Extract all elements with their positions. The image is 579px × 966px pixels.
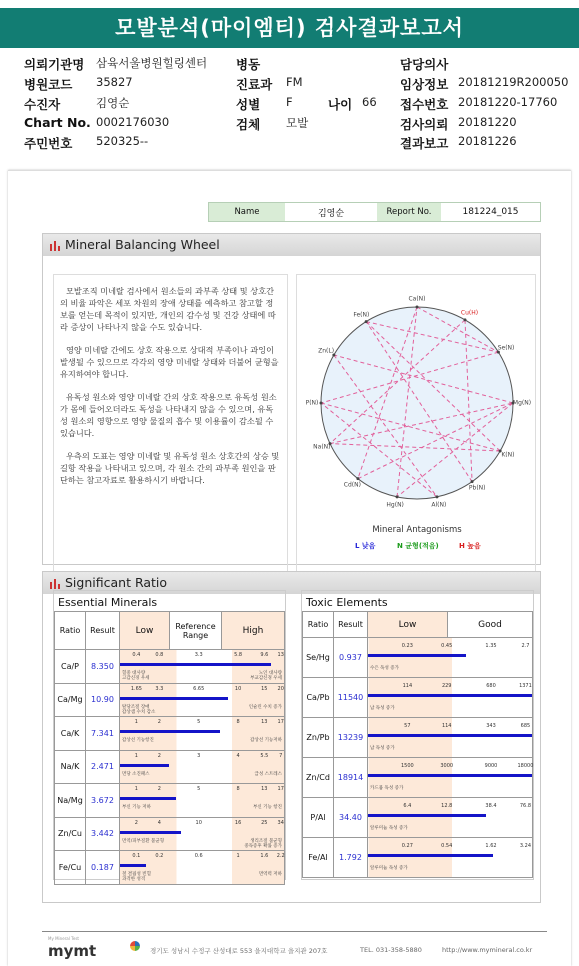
label-result-report: 결과보고: [400, 136, 449, 151]
tick-label: 12.8: [441, 803, 453, 809]
value-sex: F: [286, 95, 293, 109]
low-note: 납 독성 증가: [370, 746, 395, 751]
col-ratio: Ratio: [55, 612, 86, 650]
tick-label: 685: [520, 723, 531, 729]
low-note: 혈중 대사량 고감신경 우세: [122, 671, 150, 681]
ratio-bar-cell: [120, 650, 285, 684]
label-department: 진료과: [236, 77, 273, 92]
footer-tel: TEL. 031-358-5880: [360, 946, 422, 954]
description-paragraph: 우측의 도표는 영양 미네랄 및 유독성 원소 상호간의 상승 및 길항 작용을 나타내고 있으며, 각 원소 간의 과부족 원인을 판단하는 참고자료로 활용하시기 바랍니다.: [60, 451, 280, 485]
name-bar: [208, 202, 541, 222]
col-result: Result: [86, 612, 120, 650]
ratio-result: 13239: [334, 718, 368, 758]
label-hospital-code: 병원코드: [24, 77, 73, 92]
tick-label: 4: [236, 752, 240, 759]
label-doctor: 담당의사: [400, 57, 449, 72]
ratio-bar: [368, 734, 532, 737]
toxic-row: [303, 838, 533, 878]
tick-label: 3: [197, 752, 201, 759]
tick-label: 3.3: [194, 652, 203, 658]
ratio-bar-cell: [368, 718, 533, 758]
wheel-node: [365, 320, 368, 323]
tick-label: 1.6: [260, 853, 269, 859]
footer-address: 경기도 성남시 수정구 산성대로 553 을지대학교 을지관 207호: [150, 947, 328, 955]
ratio-bar-cell: [120, 851, 285, 885]
wheel-node-label: Al(N): [431, 501, 447, 509]
tick-label: 229: [441, 683, 452, 689]
ratio-bar-cell: [120, 717, 285, 751]
tick-label: 5.8: [234, 652, 243, 658]
tick-label: 1: [134, 752, 138, 759]
tick-label: 1371: [519, 683, 532, 689]
patient-info: [0, 55, 579, 153]
tick-label: 2: [134, 819, 138, 826]
tick-label: 343: [486, 723, 496, 729]
high-note: 급성 스트레스: [254, 771, 282, 777]
tick-label: 7: [279, 752, 283, 759]
ratio-bar-cell: [120, 683, 285, 717]
col-good: Good: [448, 612, 533, 638]
ratio-bar: [120, 831, 181, 834]
tick-label: 16: [234, 819, 242, 826]
ratio-result: 2.471: [86, 750, 120, 784]
ratio-bar-cell: [368, 758, 533, 798]
bar-chart-icon: [50, 240, 60, 251]
ratio-name: Na/K: [55, 750, 86, 784]
low-note: 철 결핍성 빈혈 과격한 성격: [122, 872, 151, 882]
ratio-result: 10.90: [86, 683, 120, 717]
ratio-result: 11540: [334, 678, 368, 718]
description-paragraph: 유독성 원소와 영양 미네랄 간의 상호 작용으로 유독성 원소가 몸에 들어오더라도 독성을 나타내지 않을 수 있으며, 유독성 원소의 영향으로 영양 물질의 흡수 및 이용률이 감소될 수 있습니다.: [60, 392, 277, 438]
report-no-label: Report No.: [377, 203, 441, 221]
significant-ratio-panel: [42, 571, 541, 903]
col-result: Result: [334, 612, 368, 638]
tick-label: 8: [236, 719, 240, 725]
essential-minerals: [53, 590, 286, 880]
high-note: 인슐린 수치 증가: [248, 704, 282, 710]
tick-label: 5.5: [260, 752, 269, 759]
value-result-report: 20181226: [458, 134, 517, 148]
ratio-bar-cell: [368, 638, 533, 678]
label-ward: 병동: [236, 57, 261, 72]
value-department: FM: [286, 75, 303, 89]
brand-logo-icon: [130, 941, 140, 951]
ratio-bar-cell: [368, 838, 533, 878]
ratio-bar: [368, 654, 466, 657]
low-note: 알루미늄 독성 증가: [370, 826, 408, 831]
tick-label: 2.7: [521, 643, 530, 649]
tick-label: 57: [404, 723, 411, 729]
value-patient: 김영순: [96, 96, 130, 110]
col-high: High: [222, 612, 285, 650]
ratio-bar: [120, 730, 220, 733]
ratio-row: [55, 851, 285, 885]
wheel-node: [435, 495, 438, 498]
tick-label: 2: [157, 752, 161, 759]
col-low: Low: [368, 612, 448, 638]
toxic-row: [303, 718, 533, 758]
high-note: 부신 기능 항진: [253, 805, 282, 810]
tick-label: 20: [277, 685, 284, 692]
ratio-bar: [120, 697, 228, 700]
balancing-description: [53, 274, 288, 574]
low-note: 납 독성 증가: [370, 706, 395, 711]
tick-label: 38.4: [485, 803, 497, 809]
value-age: 66: [362, 95, 377, 109]
ratio-name: Ca/K: [55, 717, 86, 751]
ratio-bar: [368, 814, 486, 817]
ratio-row: [55, 650, 285, 684]
tick-label: 5: [197, 786, 201, 792]
wheel-node: [416, 306, 419, 309]
ratio-bar-cell: [368, 678, 533, 718]
tick-label: 6.4: [403, 803, 412, 809]
ratio-name: Ca/Mg: [55, 683, 86, 717]
low-note: 카드뮴 독성 증가: [370, 786, 404, 791]
col-ratio: Ratio: [303, 612, 334, 638]
wheel-node: [464, 318, 467, 321]
label-receipt-no: 접수번호: [400, 97, 449, 112]
tick-label: 17: [277, 786, 284, 792]
tick-label: 0.1: [132, 853, 141, 859]
ratio-row: [55, 817, 285, 851]
tick-label: 8: [236, 786, 240, 792]
brand-logo: mymt: [48, 942, 97, 960]
toxic-row: [303, 638, 533, 678]
tick-label: 0.23: [401, 643, 413, 649]
tick-label: 0.2: [155, 853, 164, 859]
tick-label: 0.4: [132, 652, 141, 658]
high-note: 면역력 저하: [258, 872, 282, 877]
high-note: 노인 대사량 부교감신경 우세: [250, 671, 282, 681]
ratio-result: 0.937: [334, 638, 368, 678]
tick-label: 76.8: [519, 803, 532, 809]
tick-label: 1.65: [130, 685, 142, 692]
low-note: 면역/피부질환 불균형: [122, 838, 165, 844]
value-clinical-info: 20181219R200050: [458, 75, 569, 89]
ratio-bar-cell: [120, 784, 285, 818]
tick-label: 13: [261, 786, 268, 792]
tick-label: 0.54: [441, 843, 453, 849]
low-note: 수은 독성 증가: [370, 666, 399, 671]
tick-label: 2.2: [276, 853, 285, 859]
ratio-name: P/Al: [303, 798, 334, 838]
tick-label: 34: [277, 819, 284, 826]
col-reference: Reference Range: [170, 612, 222, 650]
label-test-request: 검사의뢰: [400, 117, 449, 132]
ratio-name: Zn/Cu: [55, 817, 86, 851]
ratio-result: 3.672: [86, 784, 120, 818]
tick-label: 9000: [484, 763, 498, 769]
balancing-wheel-header: [43, 234, 540, 256]
tick-label: 1.35: [485, 643, 497, 649]
toxic-title: Toxic Elements: [306, 596, 388, 609]
wheel-diagram: [297, 275, 537, 535]
tick-label: 3.3: [155, 685, 164, 692]
wheel-node-label: Cu(H): [460, 309, 479, 317]
value-resident-no: 520325--: [96, 134, 149, 148]
tick-label: 2: [157, 786, 161, 792]
wheel-node: [471, 480, 474, 483]
label-age: 나이: [328, 97, 353, 112]
tick-label: 1: [236, 853, 240, 859]
label-resident-no: 주민번호: [24, 136, 73, 151]
significant-ratio-title: Significant Ratio: [65, 575, 168, 590]
toxic-row: [303, 678, 533, 718]
wheel-node: [320, 402, 323, 405]
tick-label: 10: [195, 819, 202, 826]
label-clinical-info: 임상정보: [400, 77, 449, 92]
label-specimen: 검체: [236, 117, 261, 132]
wheel-node-label: Cd(N): [343, 481, 361, 489]
ratio-result: 34.40: [334, 798, 368, 838]
wheel-node-label: Se(N): [497, 344, 515, 352]
ratio-name: Na/Mg: [55, 784, 86, 818]
ratio-name: Fe/Cu: [55, 851, 86, 885]
ratio-bar: [368, 774, 532, 777]
essential-table: [54, 611, 285, 885]
high-note: 생리조절 불균형 중독증후 확률 증가: [244, 838, 282, 849]
ratio-result: 3.442: [86, 817, 120, 851]
ratio-bar: [120, 663, 271, 666]
value-hospital-code: 35827: [96, 75, 133, 89]
ratio-result: 7.341: [86, 717, 120, 751]
report-no-value: 181224_015: [462, 207, 519, 217]
description-paragraph: 영양 미네랄 간에도 상호 작용으로 상대적 부족이나 과잉이 발생될 수 있으므로 각각의 영양 미네랄 상태와 더불어 균형을 유지하여야 합니다.: [60, 345, 279, 379]
tick-label: 3.24: [519, 843, 532, 849]
ratio-bar: [120, 797, 176, 800]
wheel-node: [356, 477, 359, 480]
ratio-bar-cell: [120, 750, 285, 784]
value-chart-no: 0002176030: [96, 115, 170, 129]
essential-title: Essential Minerals: [58, 596, 158, 609]
footer: [42, 931, 547, 961]
balancing-wheel-panel: [42, 233, 541, 565]
tick-label: 114: [402, 683, 413, 689]
ratio-name: Ca/Pb: [303, 678, 334, 718]
legend-high: H 높음: [459, 542, 481, 550]
low-note: 탈당조절 장애 갑상샘 수치 감소: [122, 704, 156, 715]
value-test-request: 20181220: [458, 115, 517, 129]
low-note: 갑상선 기능항진: [122, 738, 154, 743]
name-label: Name: [209, 203, 285, 221]
tick-label: 10: [234, 685, 242, 692]
label-sex: 성별: [236, 97, 261, 112]
ratio-bar: [120, 864, 146, 867]
name-value: 김영순: [317, 208, 345, 219]
mineral-wheel: [296, 274, 536, 574]
toxic-row: [303, 798, 533, 838]
ratio-row: [55, 717, 285, 751]
ratio-bar: [368, 694, 532, 697]
description-paragraph: 모발조직 미네랄 검사에서 원소들의 과부족 상태 및 상호간의 비율 파악은 세포 차원의 장애 상태를 예측하고 참고할 정보를 얻는데 목적이 있지만, 개인의 감수성 및 건강 상태에 따라 증상이 나타나지 않을 수도 있습니다.: [60, 286, 276, 332]
ratio-name: Zn/Cd: [303, 758, 334, 798]
tick-label: 0.45: [441, 643, 453, 649]
wheel-node-label: Pb(N): [468, 484, 486, 492]
toxic-elements: [301, 590, 534, 880]
ratio-name: Ca/P: [55, 650, 86, 684]
ratio-result: 1.792: [334, 838, 368, 878]
tick-label: 6.65: [193, 685, 205, 692]
wheel-node-label: Na(N): [313, 443, 331, 451]
low-note: 부신 기능 저하: [122, 805, 151, 810]
bar-chart-icon: [50, 578, 60, 589]
tick-label: 13: [277, 652, 284, 658]
report-title: 모발분석(마이엠티) 검사결과보고서: [0, 8, 579, 48]
ratio-bar-cell: [368, 798, 533, 838]
wheel-node-label: Ca(N): [408, 295, 426, 303]
low-note: 면당 소진패스: [122, 771, 150, 777]
tick-label: 3000: [440, 763, 454, 769]
ratio-bar-cell: [120, 817, 285, 851]
tick-label: 0.27: [401, 843, 413, 849]
high-note: 갑상선 기능저하: [250, 738, 282, 743]
ratio-row: [55, 683, 285, 717]
value-specimen: 모발: [286, 116, 309, 130]
balancing-wheel-title: Mineral Balancing Wheel: [65, 237, 220, 252]
toxic-table: [302, 611, 533, 878]
ratio-result: 8.350: [86, 650, 120, 684]
label-institution: 의뢰기관명: [24, 57, 85, 72]
tick-label: 4: [157, 819, 161, 826]
legend-normal: N 균형(적음): [397, 542, 439, 550]
tick-label: 13: [261, 719, 268, 725]
toxic-row: [303, 758, 533, 798]
tick-label: 25: [261, 819, 268, 826]
tick-label: 17: [277, 719, 284, 725]
tick-label: 1: [134, 719, 138, 725]
label-chart-no: Chart No.: [24, 115, 91, 130]
report-sheet: [8, 170, 571, 966]
ratio-row: [55, 784, 285, 818]
wheel-node: [396, 495, 399, 498]
tick-label: 0.6: [194, 853, 203, 859]
wheel-node-label: Hg(N): [386, 501, 404, 509]
tick-label: 9.6: [260, 652, 269, 658]
ratio-result: 18914: [334, 758, 368, 798]
tick-label: 15: [261, 685, 268, 692]
brand-small: My Mineral Test: [48, 936, 80, 941]
tick-label: 680: [486, 683, 496, 689]
tick-label: 18000: [517, 763, 534, 769]
tick-label: 1: [134, 786, 138, 792]
value-receipt-no: 20181220-17760: [458, 95, 558, 109]
ratio-bar: [368, 854, 493, 857]
tick-label: 1.62: [485, 843, 497, 849]
tick-label: 5: [197, 719, 201, 725]
legend-low: L 낮음: [355, 542, 376, 550]
ratio-result: 0.187: [86, 851, 120, 885]
ratio-row: [55, 750, 285, 784]
wheel-caption: Mineral Antagonisms: [372, 525, 462, 535]
col-low: Low: [120, 612, 170, 650]
tick-label: 114: [441, 723, 452, 729]
label-patient: 수진자: [24, 97, 61, 112]
ratio-bar: [120, 764, 169, 767]
ratio-name: Se/Hg: [303, 638, 334, 678]
wheel-node-label: P(N): [305, 399, 319, 407]
wheel-node-label: Zn(L): [318, 347, 335, 355]
wheel-node-label: Mg(N): [512, 399, 532, 407]
tick-label: 0.8: [155, 652, 164, 658]
tick-label: 1500: [400, 763, 414, 769]
wheel-node-label: Fe(N): [353, 311, 370, 319]
low-note: 알루미늄 독성 증가: [370, 866, 408, 871]
ratio-name: Fe/Al: [303, 838, 334, 878]
tick-label: 2: [157, 719, 161, 725]
ratio-name: Zn/Pb: [303, 718, 334, 758]
footer-url[interactable]: http://www.mymineral.co.kr: [442, 946, 533, 954]
value-institution: 삼육서울병원힐링센터: [96, 56, 208, 70]
wheel-node-label: K(N): [501, 451, 515, 459]
